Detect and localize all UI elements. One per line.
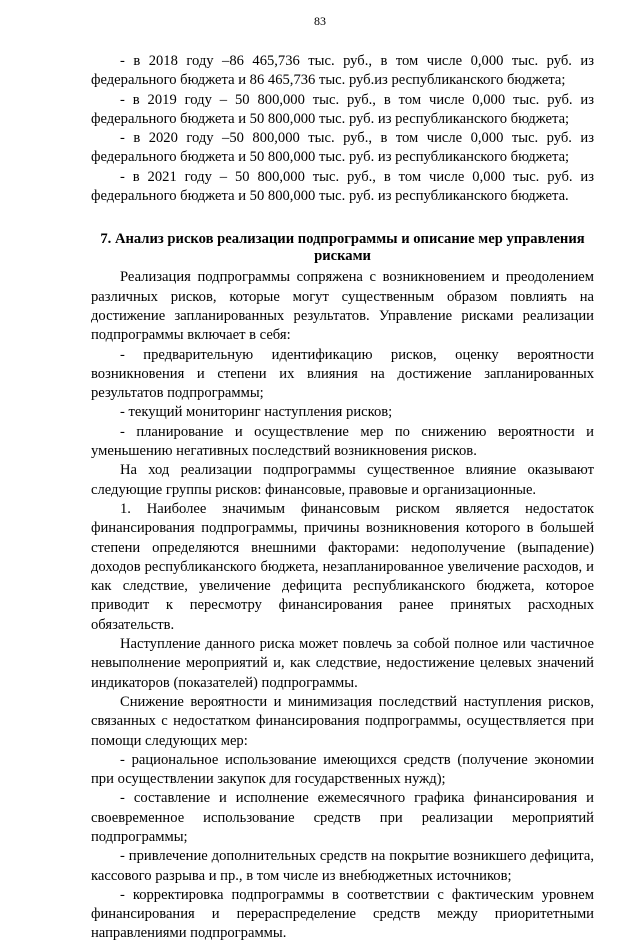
list-item-additional-funds: - привлечение дополнительных средств на покрытие возникшего дефицита, кассового разрыва и пр., в том числе из внебюджетных источников; <box>91 848 594 884</box>
section-heading: 7. Анализ рисков реализации подпрограммы и описание мер управления рисками <box>100 231 585 265</box>
list-item-adjustment: - корректировка подпрограммы в соответствии с фактическим уровнем финансирования и перераспределение средств между приоритетными направлениями подпрограммы. <box>91 886 594 942</box>
budget-line-2019: - в 2019 году – 50 800,000 тыс. руб., в том числе 0,000 тыс. руб. из федерального бюджета и 50 800,000 тыс. руб. из республиканского бюджета; <box>91 91 594 127</box>
list-item-identification: - предварительную идентификацию рисков, оценку вероятности возникновения и степени их влияния на достижение запланированных результатов подпрограммы; <box>91 346 594 402</box>
paragraph-intro: Реализация подпрограммы сопряжена с возникновением и преодолением различных рисков, которые могут существенным образом повлиять на достижение запланированных результатов. Управление рисками реализации подпрограммы включает в себя: <box>91 269 594 344</box>
page-number: 83 <box>314 14 326 28</box>
list-item-monitoring: - текущий мониторинг наступления рисков; <box>120 404 393 421</box>
paragraph-consequences: Наступление данного риска может повлечь за собой полное или частичное невыполнение мероприятий и, как следствие, недостижение целевых значений индикаторов (показателей) подпрограммы. <box>91 636 594 691</box>
budget-line-2021: - в 2021 году – 50 800,000 тыс. руб., в том числе 0,000 тыс. руб. из федерального бюджета и 50 800,000 тыс. руб. из республиканского бюджета. <box>91 168 594 205</box>
paragraph-risk-groups: На ход реализации подпрограммы существенное влияние оказывают следующие группы рисков: финансовые, правовые и организационные. <box>91 462 594 498</box>
document-body <box>91 52 594 944</box>
paragraph-mitigation: Снижение вероятности и минимизация последствий наступления рисков, связанных с недостатком финансирования подпрограммы, осуществляется при помощи следующих мер: <box>91 693 594 749</box>
paragraph-financial-risk: 1. Наиболее значимым финансовым риском является недостаток финансирования подпрограммы, причины возникновения которого в большей степени определяются внешними факторами: недополучение (выпадение) доходов республиканского бюджета, незапланированное увеличение расходов, и как следствие, увеличение дефицита республиканского бюджета, которое приводит к пересмотру финансирования ранее принятых расходных обязательств. <box>91 500 594 633</box>
budget-line-2020: - в 2020 году –50 800,000 тыс. руб., в том числе 0,000 тыс. руб. из федерального бюджета и 50 800,000 тыс. руб. из республиканского бюджета; <box>91 130 594 166</box>
list-item-rational-use: - рациональное использование имеющихся средств (получение экономии при осуществлении закупок для государственных нужд); <box>91 751 594 788</box>
list-item-schedule: - составление и исполнение ежемесячного графика финансирования и своевременное использование средств при реализации мероприятий подпрограммы; <box>91 790 594 845</box>
budget-line-2018: - в 2018 году –86 465,736 тыс. руб., в том числе 0,000 тыс. руб. из федерального бюджета и 86 465,736 тыс. руб.из республиканского бюджета; <box>91 53 594 89</box>
list-item-planning: - планирование и осуществление мер по снижению вероятности и уменьшению негативных последствий возникновения рисков. <box>91 423 594 460</box>
